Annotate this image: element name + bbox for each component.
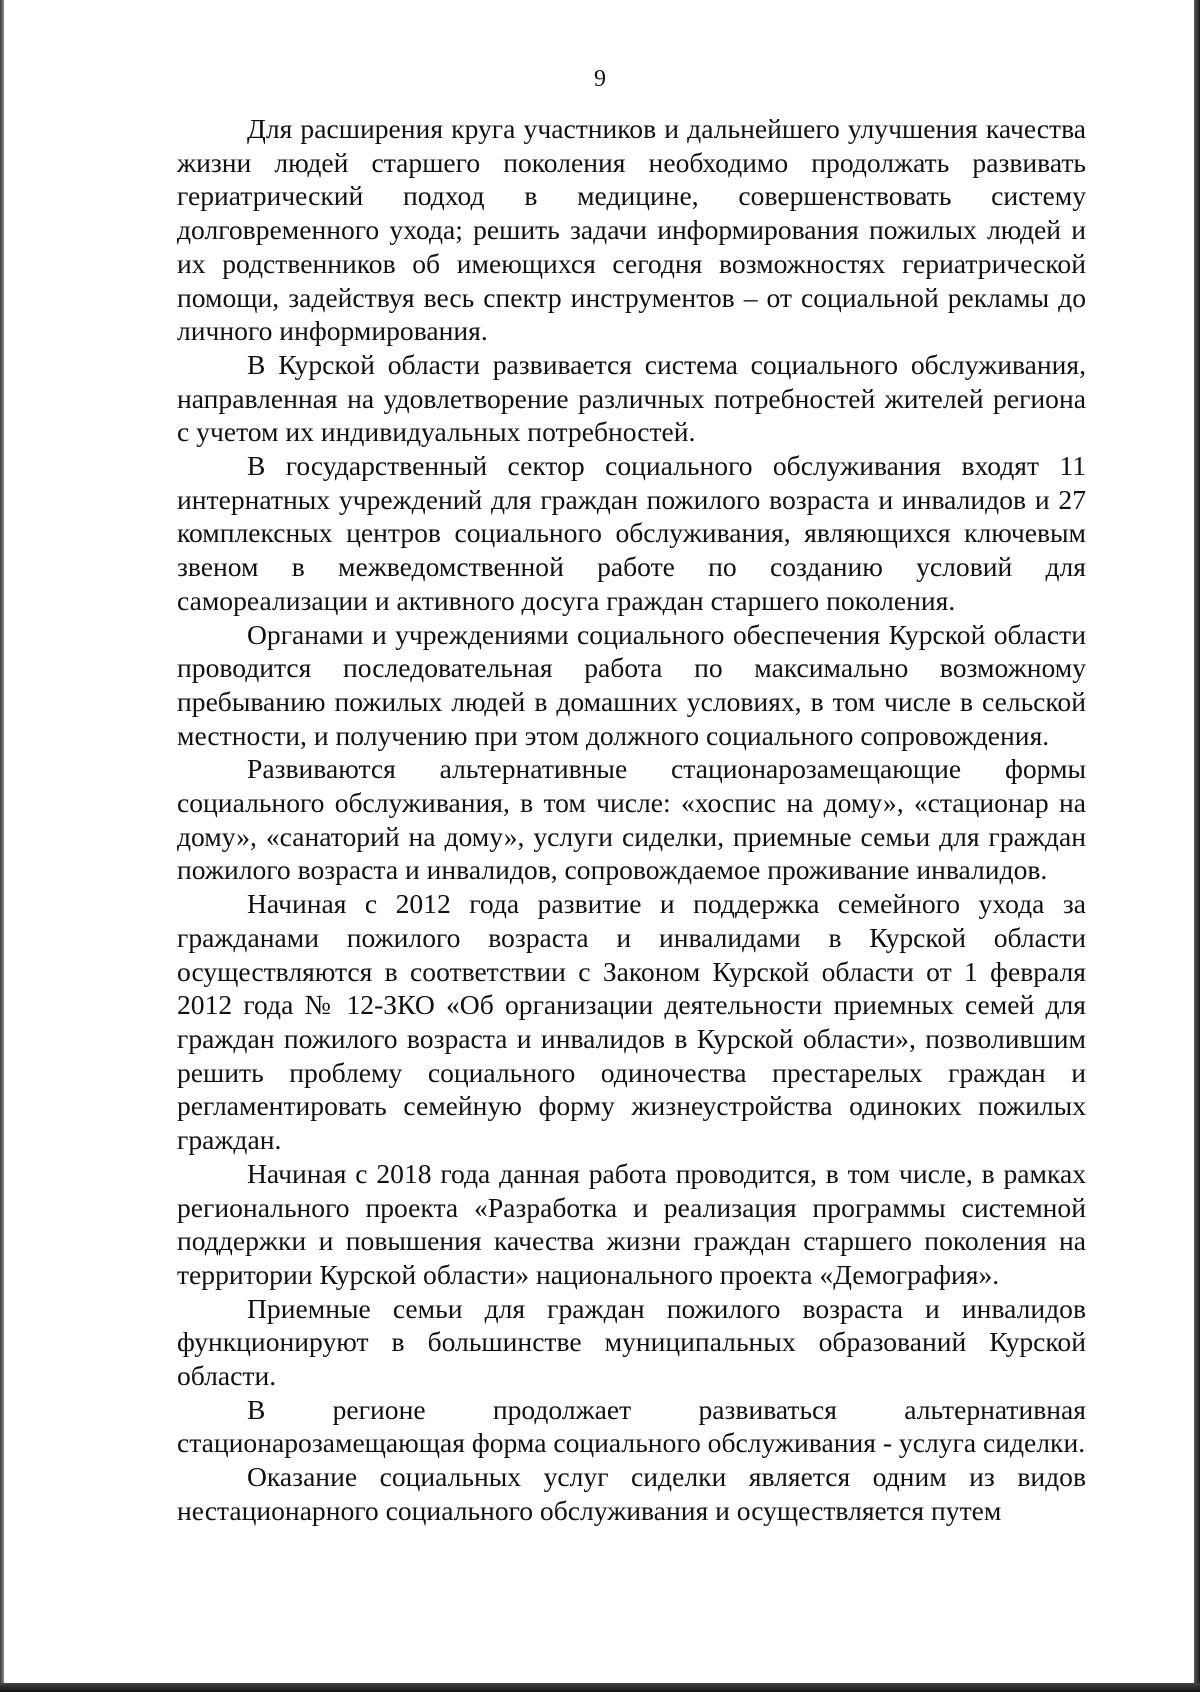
paragraph: Начиная с 2018 года данная работа проводится, в том числе, в рамках регионального проекта «Разработка и реализация программы системной поддержки и повышения качества жизни граждан старшего поколения на территории Курской области» национального проекта «Демография».	[177, 1157, 1086, 1290]
scan-edge-right	[1194, 0, 1200, 1692]
paragraph: Оказание социальных услуг сиделки является одним из видов нестационарного социального обслуживания и осуществляется путем	[177, 1461, 1086, 1526]
paragraph: Для расширения круга участников и дальнейшего улучшения качества жизни людей старшего поколения необходимо продолжать развивать гериатрический подход в медицине, совершенствовать систему долговременного ухода; решить задачи информирования пожилых людей и их родственников об имеющихся сегодня возможностях гериатрической помощи, задействуя весь спектр инструментов – от социальной рекламы до личного информирования.	[177, 113, 1086, 347]
paragraph: Начиная с 2012 года развитие и поддержка семейного ухода за гражданами пожилого возраста и инвалидами в Курской области осуществляются в соответствии с Законом Курской области от 1 февраля 2012 года № 12-ЗКО «Об организации деятельности приемных семей для граждан пожилого возраста и инвалидов в Курской области», позволившим решить проблему социального одиночества престарелых граждан и регламентировать семейную форму жизнеустройства одиноких пожилых граждан.	[177, 888, 1086, 1156]
paragraph: В регионе продолжает развиваться альтернативная стационарозамещающая форма социального обслуживания - услуга сиделки.	[177, 1393, 1086, 1459]
paragraph: В государственный сектор социального обслуживания входят 11 интернатных учреждений для граждан пожилого возраста и инвалидов и 27 комплексных центров социального обслуживания, являющихся ключевым звеном в межведомственной работе по созданию условий для самореализации и активного досуга граждан старшего поколения.	[177, 450, 1086, 616]
document-body	[177, 112, 1086, 1528]
paragraph: В Курской области развивается система социального обслуживания, направленная на удовлетворение различных потребностей жителей региона с учетом их индивидуальных потребностей.	[177, 348, 1086, 448]
scan-edge-left	[0, 0, 4, 1692]
page-number: 9	[594, 66, 606, 92]
scan-edge-bottom	[0, 1683, 1200, 1692]
paragraph: Развиваются альтернативные стационарозамещающие формы социального обслуживания, в том числе: «хоспис на дому», «стационар на дому», «санаторий на дому», услуги сиделки, приемные семьи для граждан пожилого возраста и инвалидов, сопровождаемое проживание инвалидов.	[177, 753, 1086, 886]
paragraph: Приемные семьи для граждан пожилого возраста и инвалидов функционируют в большинстве муниципальных образований Курской области.	[177, 1292, 1086, 1392]
paragraph: Органами и учреждениями социального обеспечения Курской области проводится последовательная работа по максимально возможному пребыванию пожилых людей в домашних условиях, в том числе в сельской местности, и получению при этом должного социального сопровождения.	[177, 618, 1086, 751]
